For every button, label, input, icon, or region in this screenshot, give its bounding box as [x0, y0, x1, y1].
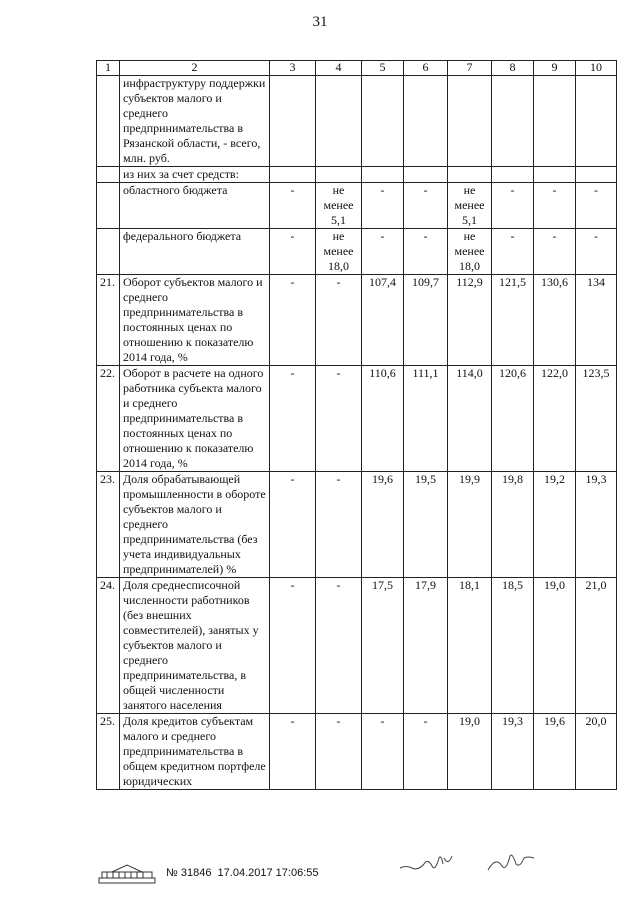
value-cell: 130,6: [534, 275, 576, 366]
table-row: [97, 167, 617, 183]
value-cell: [362, 167, 404, 183]
value-cell: -: [270, 229, 316, 275]
value-cell: -: [362, 229, 404, 275]
value-cell: 20,0: [576, 714, 617, 790]
value-cell: 110,6: [362, 366, 404, 472]
header-cell: 7: [448, 61, 492, 76]
value-cell: не менее 5,1: [448, 183, 492, 229]
value-cell: 19,6: [534, 714, 576, 790]
value-cell: [404, 167, 448, 183]
value-cell: [270, 76, 316, 167]
value-cell: 19,9: [448, 472, 492, 578]
value-cell: -: [404, 183, 448, 229]
indicator-label-cell: Доля среднесписочной численности работников (без внешних совместителей), занятых у субъектов малого и среднего предпринимательства, в общей численности занятого населения: [120, 578, 270, 714]
value-cell: -: [270, 183, 316, 229]
header-cell: 6: [404, 61, 448, 76]
row-number-cell: 22.: [97, 366, 120, 472]
value-cell: -: [404, 714, 448, 790]
indicator-label-cell: Оборот субъектов малого и среднего предпринимательства в постоянных ценах по отношению к показателю 2014 года, %: [120, 275, 270, 366]
table-row: [97, 578, 617, 714]
value-cell: -: [270, 366, 316, 472]
value-cell: не менее 18,0: [448, 229, 492, 275]
value-cell: [448, 76, 492, 167]
value-cell: -: [316, 275, 362, 366]
value-cell: 19,3: [576, 472, 617, 578]
row-number-cell: [97, 167, 120, 183]
header-cell: 10: [576, 61, 617, 76]
page-number: 31: [312, 14, 328, 30]
value-cell: -: [316, 714, 362, 790]
row-number-cell: 23.: [97, 472, 120, 578]
value-cell: 122,0: [534, 366, 576, 472]
value-cell: -: [316, 366, 362, 472]
value-cell: [576, 167, 617, 183]
row-number-cell: 25.: [97, 714, 120, 790]
value-cell: не менее 5,1: [316, 183, 362, 229]
value-cell: -: [316, 578, 362, 714]
row-number-cell: [97, 76, 120, 167]
value-cell: не менее 18,0: [316, 229, 362, 275]
value-cell: 19,2: [534, 472, 576, 578]
header-cell: 8: [492, 61, 534, 76]
row-number-cell: [97, 229, 120, 275]
value-cell: [316, 167, 362, 183]
value-cell: 120,6: [492, 366, 534, 472]
header-cell: 2: [120, 61, 270, 76]
value-cell: -: [362, 183, 404, 229]
value-cell: 112,9: [448, 275, 492, 366]
header-cell: 3: [270, 61, 316, 76]
value-cell: 121,5: [492, 275, 534, 366]
value-cell: [534, 76, 576, 167]
indicators-table: [96, 60, 617, 790]
signature-mark-2: [484, 848, 544, 878]
value-cell: [448, 167, 492, 183]
value-cell: -: [270, 578, 316, 714]
header-cell: 1: [97, 61, 120, 76]
value-cell: -: [404, 229, 448, 275]
value-cell: 19,0: [448, 714, 492, 790]
header-row: [97, 61, 617, 76]
indicator-label-cell: Доля кредитов субъектам малого и среднего предпринимательства в общем кредитном портфеле юридических: [120, 714, 270, 790]
table-row: [97, 275, 617, 366]
table-row: [97, 472, 617, 578]
header-cell: 5: [362, 61, 404, 76]
value-cell: [404, 76, 448, 167]
value-cell: [576, 76, 617, 167]
value-cell: -: [576, 229, 617, 275]
row-number-cell: 21.: [97, 275, 120, 366]
value-cell: 17,9: [404, 578, 448, 714]
indicator-label-cell: областного бюджета: [120, 183, 270, 229]
indicator-label-cell: Оборот в расчете на одного работника субъекта малого и среднего предпринимательства в постоянных ценах по отношению к показателю 2014 года, %: [120, 366, 270, 472]
value-cell: 19,5: [404, 472, 448, 578]
value-cell: -: [576, 183, 617, 229]
value-cell: 17,5: [362, 578, 404, 714]
value-cell: -: [270, 714, 316, 790]
indicator-label-cell: Доля обрабатывающей промышленности в обороте субъектов малого и среднего предпринимательства (без учета индивидуальных предпринимателей) %: [120, 472, 270, 578]
value-cell: 123,5: [576, 366, 617, 472]
indicator-label-cell: из них за счет средств:: [120, 167, 270, 183]
value-cell: 114,0: [448, 366, 492, 472]
value-cell: -: [270, 275, 316, 366]
signature-mark-1: [396, 848, 466, 878]
table-row: [97, 183, 617, 229]
value-cell: -: [316, 472, 362, 578]
building-emblem-icon: [98, 864, 156, 884]
table-row: [97, 366, 617, 472]
value-cell: [492, 167, 534, 183]
value-cell: [492, 76, 534, 167]
table-row: [97, 714, 617, 790]
value-cell: [534, 167, 576, 183]
value-cell: 109,7: [404, 275, 448, 366]
row-number-cell: 24.: [97, 578, 120, 714]
value-cell: 19,8: [492, 472, 534, 578]
value-cell: [270, 167, 316, 183]
header-cell: 9: [534, 61, 576, 76]
value-cell: -: [492, 183, 534, 229]
value-cell: 18,5: [492, 578, 534, 714]
value-cell: -: [492, 229, 534, 275]
value-cell: [316, 76, 362, 167]
value-cell: 21,0: [576, 578, 617, 714]
table-row: [97, 229, 617, 275]
value-cell: 19,0: [534, 578, 576, 714]
value-cell: [362, 76, 404, 167]
indicator-label-cell: инфраструктуру поддержки субъектов малого и среднего предпринимательства в Рязанской области, - всего, млн. руб.: [120, 76, 270, 167]
value-cell: 19,6: [362, 472, 404, 578]
value-cell: 107,4: [362, 275, 404, 366]
indicator-label-cell: федерального бюджета: [120, 229, 270, 275]
table-row: [97, 76, 617, 167]
value-cell: -: [362, 714, 404, 790]
value-cell: 18,1: [448, 578, 492, 714]
value-cell: 111,1: [404, 366, 448, 472]
registration-number: № 31846 17.04.2017 17:06:55: [166, 867, 319, 879]
value-cell: -: [534, 183, 576, 229]
header-cell: 4: [316, 61, 362, 76]
value-cell: -: [270, 472, 316, 578]
row-number-cell: [97, 183, 120, 229]
value-cell: 134: [576, 275, 617, 366]
value-cell: 19,3: [492, 714, 534, 790]
value-cell: -: [534, 229, 576, 275]
